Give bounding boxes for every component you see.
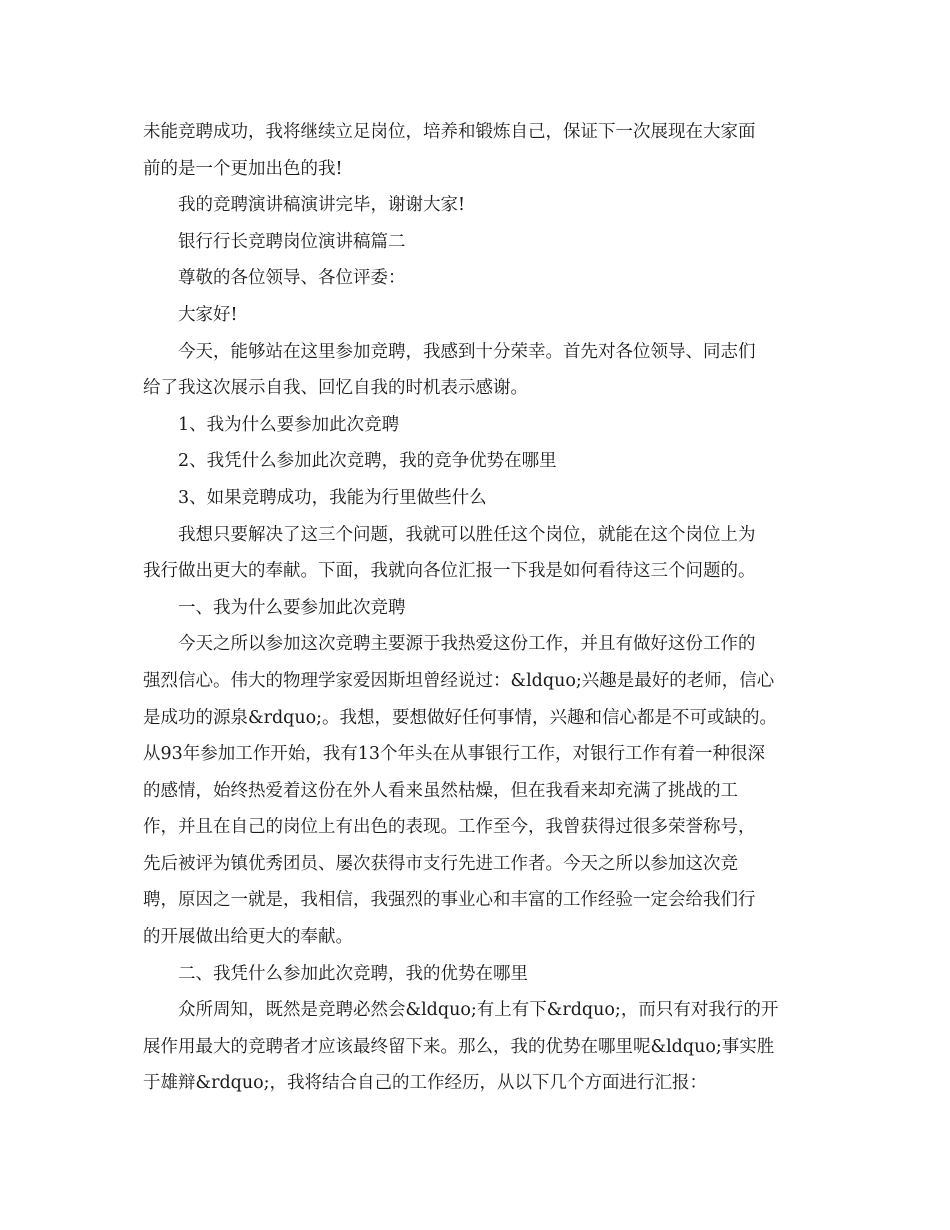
- text-line: 今天，能够站在这里参加竞聘，我感到十分荣幸。首先对各位领导、同志们: [178, 341, 756, 362]
- list-item: 1、我为什么要参加此次竞聘: [178, 414, 400, 435]
- document-body: [143, 114, 811, 1102]
- text-line: 的开展做出给更大的奉献。: [143, 927, 353, 948]
- text-line: 聘，原因之一就是，我相信，我强烈的事业心和丰富的工作经验一定会给我们行: [143, 890, 756, 911]
- text-line: 我的竞聘演讲稿演讲完毕，谢谢大家!: [178, 195, 466, 216]
- section-title: 银行行长竞聘岗位演讲稿篇二: [178, 231, 406, 252]
- text-line: 我想只要解决了这三个问题，我就可以胜任这个岗位，就能在这个岗位上为: [178, 524, 756, 545]
- text-line: 我行做出更大的奉献。下面，我就向各位汇报一下我是如何看待这三个问题的。: [143, 561, 756, 582]
- list-item: 2、我凭什么参加此次竞聘，我的竞争优势在哪里: [178, 451, 557, 472]
- text-line: 今天之所以参加这次竞聘主要源于我热爱这份工作，并且有做好这份工作的: [178, 634, 756, 655]
- text-line: 众所周知，既然是竞聘必然会&ldquo;有上有下&rdquo;，而只有对我行的开: [178, 1000, 779, 1021]
- text-line: 未能竞聘成功，我将继续立足岗位，培养和锻炼自己，保证下一次展现在大家面: [143, 122, 756, 142]
- text-line: 的感情，始终热爱着这份在外人看来虽然枯燥，但在我看来却充满了挑战的工: [143, 780, 738, 801]
- text-line: 前的是一个更加出色的我!: [143, 158, 343, 179]
- text-line: 强烈信心。伟大的物理学家爱因斯坦曾经说过：&ldquo;兴趣是最好的老师，信心: [143, 670, 775, 691]
- text-line: 给了我这次展示自我、回忆自我的时机表示感谢。: [143, 378, 528, 399]
- salutation: 尊敬的各位领导、各位评委：: [178, 268, 406, 289]
- section-heading: 一、我为什么要参加此次竞聘: [178, 597, 406, 618]
- greeting: 大家好!: [178, 304, 238, 325]
- text-line: 是成功的源泉&rdquo;。我想，要想做好任何事情，兴趣和信心都是不可或缺的。: [143, 707, 778, 728]
- list-item: 3、如果竞聘成功，我能为行里做些什么: [178, 487, 487, 508]
- text-line: 作，并且在自己的岗位上有出色的表现。工作至今，我曾获得过很多荣誉称号，: [143, 817, 756, 838]
- text-line: 先后被评为镇优秀团员、屡次获得市支行先进工作者。今天之所以参加这次竞: [143, 853, 738, 874]
- text-line: 从93年参加工作开始，我有13个年头在从事银行工作，对银行工作有着一种很深: [143, 744, 766, 765]
- text-line: 于雄辩&rdquo;，我将结合自己的工作经历，从以下几个方面进行汇报：: [143, 1073, 708, 1094]
- section-heading: 二、我凭什么参加此次竞聘，我的优势在哪里: [178, 963, 528, 984]
- text-line: 展作用最大的竞聘者才应该最终留下来。那么，我的优势在哪里呢&ldquo;事实胜: [143, 1036, 775, 1057]
